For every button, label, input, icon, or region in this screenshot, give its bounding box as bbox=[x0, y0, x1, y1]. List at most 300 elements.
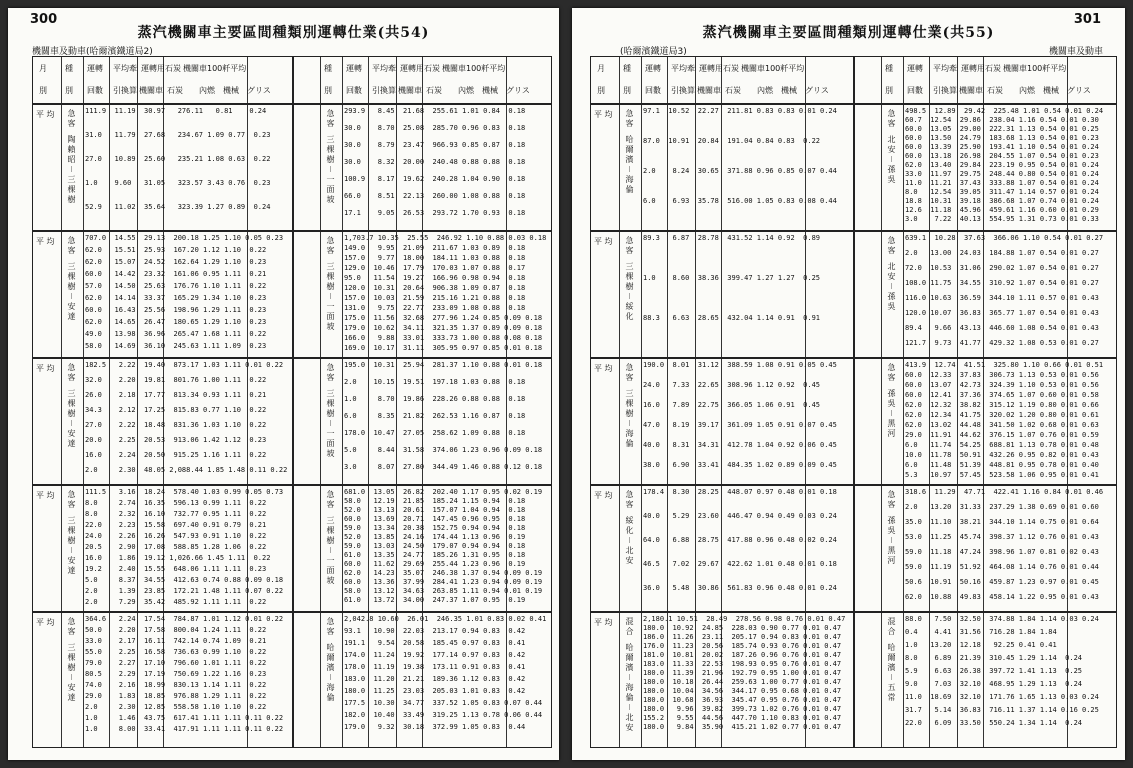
column-subheader: 機械 bbox=[482, 86, 498, 95]
table-row: 62.0 12.34 41.75 320.02 1.20 0.80 0.01 0.61 bbox=[905, 411, 1099, 419]
column-header: 機關車100粁平均 bbox=[741, 64, 805, 73]
table-row: 318.6 11.29 47.71 422.41 1.16 0.84 0.01 0.46 bbox=[905, 488, 1104, 496]
table-row: 32.0 2.20 19.81 801.76 1.00 1.11 0.22 bbox=[85, 376, 267, 384]
table-row: 8.0 12.54 39.05 311.47 1.14 0.57 0.01 0.24 bbox=[905, 188, 1099, 196]
table-row: 2.0 10.15 19.51 197.18 1.03 0.88 0.18 bbox=[344, 378, 526, 386]
table-row: 57.0 14.50 25.63 176.76 1.10 1.11 0.22 bbox=[85, 282, 267, 290]
table-row: 157.0 9.77 18.00 184.11 1.03 0.88 0.18 bbox=[344, 254, 526, 262]
column-header: 平均牽 bbox=[933, 64, 957, 73]
page-subtitle: 機關車及動車(哈爾濱鐵道局2) bbox=[32, 47, 153, 57]
table-row: 18.8 10.31 39.18 386.68 1.07 0.74 0.01 0.24 bbox=[905, 197, 1099, 205]
train-type: 急客 bbox=[326, 109, 335, 129]
column-subheader: 引換算 bbox=[933, 86, 957, 95]
column-header: 平均牽 bbox=[671, 64, 695, 73]
table-row: 60.0 13.36 37.99 284.41 1.23 0.94 0.09 0.19 bbox=[344, 578, 543, 586]
right-page bbox=[572, 8, 1125, 760]
table-row: 3.0 8.07 27.80 344.49 1.46 0.88 0.12 0.18 bbox=[344, 463, 543, 471]
table-row: 40.0 8.31 34.31 412.78 1.04 0.92 0.06 0.45 bbox=[643, 441, 837, 449]
table-row: 64.0 6.88 28.75 417.88 0.96 0.48 0.02 0.24 bbox=[643, 536, 837, 544]
table-row: 1.0 8.60 38.36 399.47 1.27 1.27 0.25 bbox=[643, 274, 821, 282]
table-row: 8.0 6.89 21.39 310.45 1.29 1.14 0.24 bbox=[905, 654, 1083, 662]
table-row: 0.4 4.41 31.56 716.28 1.84 1.84 bbox=[905, 628, 1057, 636]
table-row: 180.0 10.18 26.44 259.63 1.00 0.77 0.01 0.47 bbox=[643, 678, 842, 686]
table-row: 16.0 2.24 20.50 915.25 1.16 1.11 0.22 bbox=[85, 451, 267, 459]
train-type: 急客 bbox=[625, 490, 634, 510]
table-row: 60.0 13.50 24.79 183.68 1.13 0.54 0.01 0.23 bbox=[905, 134, 1099, 142]
table-row: 1.0 1.46 43.75 617.41 1.11 1.11 0.11 0.22 bbox=[85, 714, 284, 722]
table-row: 60.0 13.69 20.71 147.45 0.96 0.95 0.18 bbox=[344, 515, 526, 523]
table-row: 47.0 8.19 39.17 361.09 1.05 0.91 0.07 0.45 bbox=[643, 421, 837, 429]
train-type: 急客 bbox=[67, 236, 76, 256]
table-row: 50.6 10.91 50.16 459.87 1.23 0.97 0.01 0.45 bbox=[905, 578, 1099, 586]
table-row: 120.0 10.31 20.64 906.38 1.09 0.87 0.18 bbox=[344, 284, 526, 292]
route-label: 三棵樹－一面坡 bbox=[326, 516, 335, 586]
route-label: 北安－孫吳 bbox=[887, 262, 896, 312]
table-row: 180.0 11.39 21.96 192.79 0.95 1.00 0.01 0.47 bbox=[643, 669, 842, 677]
table-row: 178.4 8.30 28.25 448.07 0.97 0.48 0.01 0.18 bbox=[643, 488, 837, 496]
train-type: 急客 bbox=[67, 617, 76, 637]
column-header: 機關車100粁平均 bbox=[1003, 64, 1067, 73]
section-rule bbox=[591, 230, 1116, 232]
table-row: 1.0 8.00 33.41 417.91 1.11 1.11 0.11 0.22 bbox=[85, 725, 284, 733]
section-rule bbox=[33, 357, 551, 359]
column-subheader: 回數 bbox=[907, 86, 923, 95]
table-row: 30.0 8.70 25.08 285.70 0.96 0.83 0.18 bbox=[344, 124, 526, 132]
table-row: 60.0 13.39 25.90 193.41 1.10 0.54 0.01 0.24 bbox=[905, 143, 1099, 151]
column-subheader: グリス bbox=[506, 86, 530, 95]
table-row: 9.0 7.03 32.10 468.95 1.29 1.13 0.24 bbox=[905, 680, 1083, 688]
column-subheader: 別 bbox=[39, 86, 47, 95]
table-row: 157.0 10.03 21.59 215.16 1.21 0.88 0.18 bbox=[344, 294, 526, 302]
train-type: 急客 bbox=[67, 363, 76, 383]
column-header: 運轉用石炭 bbox=[699, 64, 739, 73]
column-subheader: 機關車 bbox=[959, 86, 983, 95]
section-rule bbox=[33, 611, 551, 613]
column-subheader: 回數 bbox=[87, 86, 103, 95]
column-header: 機關車100粁平均 bbox=[183, 64, 247, 73]
table-row: 88.0 7.50 32.50 374.88 1.84 1.14 0.03 0.24 bbox=[905, 615, 1099, 623]
table-row: 6.0 8.35 21.82 262.53 1.16 0.87 0.18 bbox=[344, 412, 526, 420]
table-row: 59.0 13.03 24.50 179.07 0.94 0.94 0.18 bbox=[344, 542, 526, 550]
column-header: 種 bbox=[324, 64, 332, 73]
table-row: 62.0 12.32 38.82 315.12 1.19 0.80 0.01 0.66 bbox=[905, 401, 1099, 409]
table-row: 183.0 11.20 21.21 189.36 1.12 0.83 0.42 bbox=[344, 675, 526, 683]
column-subheader: 引換算 bbox=[671, 86, 695, 95]
column-header: 運轉 bbox=[907, 64, 923, 73]
table-row: 30.0 8.32 20.00 240.48 0.88 0.88 0.18 bbox=[344, 158, 526, 166]
table-row: 2.0 13.20 31.33 237.29 1.38 0.69 0.01 0.60 bbox=[905, 503, 1099, 511]
route-label: 三棵樹－安達 bbox=[67, 643, 76, 703]
table-row: 120.0 10.07 36.83 365.77 1.07 0.54 0.01 0.43 bbox=[905, 309, 1099, 317]
table-row: 60.7 12.54 29.86 238.04 1.16 0.54 0.01 0.30 bbox=[905, 116, 1099, 124]
table-row: 62.0 15.07 24.52 162.64 1.29 1.10 0.23 bbox=[85, 258, 267, 266]
train-type: 急客 bbox=[625, 109, 634, 129]
table-row: 93.1 10.90 22.03 213.17 0.94 0.83 0.42 bbox=[344, 627, 526, 635]
table-row: 8.0 2.32 16.10 732.77 0.95 1.11 0.22 bbox=[85, 510, 267, 518]
table-row: 1,703.7 10.35 25.55 246.92 1.10 0.88 0.03 0.18 bbox=[344, 234, 547, 242]
table-row: 186.0 11.26 23.11 205.17 0.94 0.83 0.01 0.47 bbox=[643, 633, 842, 641]
column-header: 運轉用石炭 bbox=[400, 64, 440, 73]
column-subheader: 石炭 bbox=[725, 86, 741, 95]
page-number: 301 bbox=[1073, 12, 1101, 27]
average-label: 平 均 bbox=[36, 110, 55, 119]
train-type: 急客 bbox=[887, 236, 896, 256]
table-row: 97.1 10.52 22.27 211.81 0.83 0.83 0.01 0.24 bbox=[643, 107, 837, 115]
table-row: 30.0 8.79 23.47 966.93 0.85 0.87 0.18 bbox=[344, 141, 526, 149]
train-type: 急客 bbox=[887, 363, 896, 383]
average-label: 平 均 bbox=[594, 618, 613, 627]
column-subheader: 引換算 bbox=[372, 86, 396, 95]
column-header: 平均牽 bbox=[113, 64, 137, 73]
table-row: 12.6 11.18 45.96 459.61 1.16 0.60 0.01 0.29 bbox=[905, 206, 1099, 214]
table-row: 52.9 11.02 35.64 323.39 1.27 0.89 0.24 bbox=[85, 203, 271, 211]
table-row: 2.0 1.39 23.85 172.21 1.48 1.11 0.07 0.22 bbox=[85, 587, 284, 595]
table-row: 62.0 10.88 49.83 458.14 1.22 0.95 0.01 0.43 bbox=[905, 593, 1099, 601]
column-subheader: 機械 bbox=[1043, 86, 1059, 95]
table-row: 11.0 11.21 37.43 333.88 1.07 0.54 0.01 0.24 bbox=[905, 179, 1099, 187]
column-header: 月 bbox=[39, 64, 47, 73]
page-title: 蒸汽機關車主要區間種類別運轉仕業(共55) bbox=[702, 25, 995, 41]
table-row: 62.0 14.14 33.37 165.29 1.34 1.10 0.23 bbox=[85, 294, 267, 302]
column-subheader: 石炭 bbox=[167, 86, 183, 95]
left-page bbox=[8, 8, 559, 760]
table-row: 1.0 9.60 31.05 323.57 3.43 0.76 0.23 bbox=[85, 179, 271, 187]
table-row: 60.0 13.05 29.00 222.31 1.13 0.54 0.01 0.25 bbox=[905, 125, 1099, 133]
table-row: 49.0 13.98 36.96 265.47 1.68 1.11 0.22 bbox=[85, 330, 267, 338]
table-row: 149.0 9.95 21.09 211.67 1.03 0.89 0.18 bbox=[344, 244, 526, 252]
column-subheader: 內燃 bbox=[199, 86, 215, 95]
table-row: 52.0 13.13 20.61 157.07 1.04 0.94 0.18 bbox=[344, 506, 526, 514]
table-row: 108.0 11.75 34.55 310.92 1.07 0.54 0.01 0.27 bbox=[905, 279, 1099, 287]
table-row: 681.0 13.05 26.82 202.40 1.17 0.95 0.02 0.19 bbox=[344, 488, 543, 496]
route-label: 綏化－北安 bbox=[625, 516, 634, 566]
route-label: 孫吳－黑河 bbox=[887, 389, 896, 439]
table-row: 178.0 10.47 27.05 258.62 1.09 0.88 0.18 bbox=[344, 429, 526, 437]
route-label: 三棵樹－海倫 bbox=[625, 389, 634, 449]
table-row: 19.2 2.40 15.55 648.06 1.11 1.11 0.23 bbox=[85, 565, 267, 573]
table-row: 639.1 10.28 37.63 366.06 1.10 0.54 0.01 0.27 bbox=[905, 234, 1104, 242]
header-rule bbox=[33, 103, 551, 105]
table-row: 100.9 8.17 19.62 240.28 1.04 0.90 0.18 bbox=[344, 175, 526, 183]
table-row: 27.0 2.22 18.48 831.36 1.03 1.10 0.22 bbox=[85, 421, 267, 429]
route-label: 三棵樹－一面坡 bbox=[326, 135, 335, 205]
column-subheader: 內燃 bbox=[458, 86, 474, 95]
table-row: 181.0 10.81 20.02 187.26 0.96 0.76 0.01 0.47 bbox=[643, 651, 842, 659]
table-row: 22.0 2.23 15.58 697.40 0.91 0.79 0.21 bbox=[85, 521, 267, 529]
table-row: 182.5 2.22 19.40 873.17 1.03 1.11 0.01 0.22 bbox=[85, 361, 284, 369]
table-row: 24.0 2.26 16.26 547.93 0.91 1.10 0.22 bbox=[85, 532, 267, 540]
table-row: 180.0 10.04 34.56 344.17 0.95 0.68 0.01 0.47 bbox=[643, 687, 842, 695]
table-row: 155.2 9.55 44.56 447.70 1.10 0.83 0.01 0.47 bbox=[643, 714, 842, 722]
table-row: 31.7 5.14 36.83 716.11 1.37 1.14 0.16 0.25 bbox=[905, 706, 1099, 714]
table-row: 29.0 1.83 18.85 976.88 1.29 1.11 0.22 bbox=[85, 692, 267, 700]
table-row: 179.0 9.32 30.18 372.99 1.05 0.83 0.44 bbox=[344, 723, 526, 731]
table-row: 131.0 9.75 22.77 233.09 1.08 0.88 0.18 bbox=[344, 304, 526, 312]
section-rule bbox=[591, 357, 1116, 359]
table-row: 87.0 10.91 20.84 191.04 0.84 0.83 0.22 bbox=[643, 137, 821, 145]
table-row: 27.0 10.89 25.60 235.21 1.08 0.63 0.22 bbox=[85, 155, 271, 163]
column-header: 種 bbox=[65, 64, 73, 73]
section-rule bbox=[33, 230, 551, 232]
column-subheader: 機械 bbox=[781, 86, 797, 95]
train-type: 急客 bbox=[326, 490, 335, 510]
column-line bbox=[881, 57, 882, 747]
table-row: 5.9 6.63 26.38 397.72 1.41 1.13 0.25 bbox=[905, 667, 1083, 675]
table-row: 80.5 2.29 17.19 750.69 1.22 1.16 0.23 bbox=[85, 670, 267, 678]
table-row: 53.0 11.25 45.74 398.37 1.12 0.76 0.01 0.43 bbox=[905, 533, 1099, 541]
table-row: 5.3 10.97 57.45 523.58 1.06 0.95 0.01 0.41 bbox=[905, 471, 1099, 479]
route-label: 陶賴昭－三棵樹 bbox=[67, 135, 76, 205]
table-row: 6.0 11.74 54.25 688.81 1.13 0.78 0.01 0.48 bbox=[905, 441, 1099, 449]
table-row: 26.0 2.18 17.77 813.34 0.93 1.11 0.21 bbox=[85, 391, 267, 399]
table-row: 95.0 11.54 19.27 166.96 0.98 0.94 0.18 bbox=[344, 274, 526, 282]
column-header: 機關車100粁平均 bbox=[442, 64, 506, 73]
table-row: 36.0 5.48 30.86 561.83 0.96 0.48 0.01 0.24 bbox=[643, 584, 837, 592]
column-line bbox=[641, 57, 642, 747]
column-subheader: 別 bbox=[623, 86, 631, 95]
table-row: 60.0 13.07 42.73 324.39 1.10 0.53 0.01 0.56 bbox=[905, 381, 1099, 389]
column-subheader: 機關車 bbox=[139, 86, 163, 95]
table-row: 89.3 6.87 28.78 431.52 1.14 0.92 0.89 bbox=[643, 234, 821, 242]
table-row: 116.0 10.63 36.59 344.10 1.11 0.57 0.01 0.43 bbox=[905, 294, 1099, 302]
column-header: 運轉 bbox=[346, 64, 362, 73]
column-subheader: 內燃 bbox=[757, 86, 773, 95]
table-row: 129.0 10.46 17.79 170.03 1.07 0.88 0.17 bbox=[344, 264, 526, 272]
table-row: 180.0 9.84 35.90 415.21 1.02 0.77 0.01 0.47 bbox=[643, 723, 842, 731]
table-row: 195.0 10.31 25.94 281.37 1.10 0.88 0.01 0.18 bbox=[344, 361, 543, 369]
table-row: 89.4 9.66 43.13 446.60 1.08 0.54 0.01 0.43 bbox=[905, 324, 1099, 332]
route-label: 三棵樹－安達 bbox=[67, 516, 76, 576]
table-row: 2.0 7.29 35.42 485.92 1.11 1.11 0.22 bbox=[85, 598, 267, 606]
table-row: 24.0 7.33 22.65 308.96 1.12 0.92 0.45 bbox=[643, 381, 821, 389]
column-line bbox=[320, 57, 321, 747]
table-row: 5.0 8.37 34.55 412.63 0.74 0.88 0.09 0.18 bbox=[85, 576, 284, 584]
train-type: 急客 bbox=[625, 363, 634, 383]
column-subheader: 機械 bbox=[223, 86, 239, 95]
table-row: 180.0 10.92 24.85 228.03 0.90 0.77 0.01 0.47 bbox=[643, 624, 842, 632]
table-row: 29.0 11.91 44.62 376.15 1.07 0.76 0.01 0.59 bbox=[905, 431, 1099, 439]
table-row: 183.0 11.33 22.53 198.93 0.95 0.76 0.01 0.47 bbox=[643, 660, 842, 668]
average-label: 平 均 bbox=[36, 237, 55, 246]
table-row: 20.5 2.90 17.08 588.85 1.28 1.06 0.22 bbox=[85, 543, 267, 551]
column-line bbox=[903, 57, 904, 747]
table-row: 60.0 12.41 37.36 374.65 1.07 0.60 0.01 0.58 bbox=[905, 391, 1099, 399]
column-header: 運轉用石炭 bbox=[961, 64, 1001, 73]
page-subtitle: (哈爾濱鐵道局3) bbox=[620, 47, 687, 57]
data-table bbox=[590, 56, 1117, 748]
table-row: 175.0 11.56 32.68 277.96 1.24 0.85 0.09 0.18 bbox=[344, 314, 543, 322]
column-header: 運轉 bbox=[87, 64, 103, 73]
column-header: 種 bbox=[623, 64, 631, 73]
table-row: 178.0 11.19 19.38 173.11 0.91 0.83 0.41 bbox=[344, 663, 526, 671]
table-row: 5.0 8.44 31.58 374.06 1.23 0.96 0.09 0.18 bbox=[344, 446, 543, 454]
section-rule bbox=[591, 611, 1116, 613]
train-type: 急客 bbox=[887, 109, 896, 129]
table-row: 1.0 8.70 19.86 228.26 0.88 0.88 0.18 bbox=[344, 395, 526, 403]
table-row: 60.0 16.43 25.56 198.96 1.29 1.11 0.23 bbox=[85, 306, 267, 314]
table-row: 74.0 2.16 18.99 830.13 1.14 1.11 0.22 bbox=[85, 681, 267, 689]
table-row: 10.0 11.78 50.91 432.26 0.95 0.82 0.01 0.43 bbox=[905, 451, 1099, 459]
table-row: 17.1 9.05 26.53 293.72 1.70 0.93 0.18 bbox=[344, 209, 526, 217]
route-label: 哈爾濱－五常 bbox=[887, 643, 896, 703]
table-row: 6.0 11.48 51.39 448.81 0.95 0.78 0.01 0.40 bbox=[905, 461, 1099, 469]
column-line bbox=[61, 57, 62, 747]
average-label: 平 均 bbox=[36, 618, 55, 627]
table-row: 60.0 12.33 37.83 306.73 1.13 0.53 0.01 0.56 bbox=[905, 371, 1099, 379]
route-label: 北安－孫吳 bbox=[887, 135, 896, 185]
table-row: 88.3 6.63 28.65 432.04 1.14 0.91 0.91 bbox=[643, 314, 821, 322]
table-row: 60.0 14.42 23.32 161.06 0.95 1.11 0.21 bbox=[85, 270, 267, 278]
train-type: 急客 bbox=[887, 490, 896, 510]
train-type: 急客 bbox=[625, 236, 634, 256]
column-subheader: グリス bbox=[805, 86, 829, 95]
column-subheader: 別 bbox=[65, 86, 73, 95]
table-row: 16.0 1.86 19.12 1,026.66 1.45 1.11 0.22 bbox=[85, 554, 271, 562]
table-row: 59.0 11.18 47.24 398.96 1.07 0.81 0.02 0.43 bbox=[905, 548, 1099, 556]
table-row: 59.0 13.34 20.38 152.75 0.94 0.94 0.18 bbox=[344, 524, 526, 532]
section-rule bbox=[33, 484, 551, 486]
train-type: 混合 bbox=[887, 617, 896, 637]
train-type: 急客 bbox=[326, 617, 335, 637]
table-row: 121.7 9.73 41.77 429.32 1.08 0.53 0.01 0.27 bbox=[905, 339, 1099, 347]
table-row: 33.0 2.17 16.11 742.14 0.74 1.09 0.21 bbox=[85, 637, 267, 645]
average-label: 平 均 bbox=[36, 364, 55, 373]
table-row: 46.5 7.02 29.67 422.62 1.01 0.48 0.01 0.18 bbox=[643, 560, 837, 568]
table-row: 60.0 11.62 29.69 255.44 1.23 0.96 0.19 bbox=[344, 560, 526, 568]
table-row: 62.0 15.51 25.93 167.20 1.12 1.10 0.22 bbox=[85, 246, 267, 254]
table-row: 169.0 10.17 31.11 305.95 0.97 0.85 0.01 0.18 bbox=[344, 344, 543, 352]
section-rule bbox=[591, 484, 1116, 486]
table-row: 20.0 2.25 20.53 913.06 1.42 1.12 0.23 bbox=[85, 436, 267, 444]
table-row: 58.0 13.12 34.63 263.85 1.11 0.94 0.01 0.19 bbox=[344, 587, 543, 595]
column-header: 運轉用石炭 bbox=[141, 64, 181, 73]
table-row: 293.9 8.45 21.68 255.61 1.01 0.84 0.18 bbox=[344, 107, 526, 115]
route-label: 孫吳－黑河 bbox=[887, 516, 896, 566]
table-row: 413.9 12.74 41.51 325.80 1.10 0.66 0.01 0.51 bbox=[905, 361, 1104, 369]
table-row: 58.0 14.69 36.10 245.63 1.11 1.09 0.23 bbox=[85, 342, 267, 350]
data-table bbox=[32, 56, 552, 748]
column-subheader: 內燃 bbox=[1019, 86, 1035, 95]
table-row: 111.9 11.19 30.97 276.11 0.81 0.24 bbox=[85, 107, 267, 115]
table-row: 1.0 13.20 12.18 92.25 0.41 0.41 bbox=[905, 641, 1057, 649]
route-label: 三棵樹－安達 bbox=[67, 389, 76, 449]
page-title: 蒸汽機關車主要區間種類別運轉仕業(共54) bbox=[137, 25, 430, 41]
route-label: 哈爾濱－海倫 bbox=[625, 135, 634, 195]
column-header: 運轉 bbox=[645, 64, 661, 73]
table-row: 62.0 13.40 29.84 223.19 0.95 0.54 0.01 0.24 bbox=[905, 161, 1099, 169]
column-line bbox=[619, 57, 620, 747]
route-label: 三棵樹－安達 bbox=[67, 262, 76, 322]
table-row: 50.0 2.20 17.58 800.04 1.24 1.11 0.22 bbox=[85, 626, 267, 634]
table-row: 66.0 8.51 22.13 260.00 1.08 0.88 0.18 bbox=[344, 192, 526, 200]
average-label: 平 均 bbox=[594, 364, 613, 373]
table-row: 2,042.8 10.60 26.01 246.35 1.01 0.83 0.02 0.41 bbox=[344, 615, 547, 623]
table-row: 58.0 12.19 21.85 185.24 1.15 0.94 0.18 bbox=[344, 497, 526, 505]
table-row: 191.1 9.54 20.58 185.45 0.97 0.83 0.41 bbox=[344, 639, 526, 647]
table-row: 6.0 6.93 35.78 516.00 1.05 0.83 0.08 0.44 bbox=[643, 197, 837, 205]
column-subheader: 別 bbox=[597, 86, 605, 95]
column-divider bbox=[853, 57, 855, 747]
table-row: 34.3 2.12 17.25 815.83 0.77 1.10 0.22 bbox=[85, 406, 267, 414]
table-row: 2.0 13.00 24.03 184.88 1.07 0.54 0.01 0.27 bbox=[905, 249, 1099, 257]
column-subheader: 回數 bbox=[346, 86, 362, 95]
table-row: 3.0 7.22 40.13 554.95 1.31 0.73 0.01 0.33 bbox=[905, 215, 1099, 223]
table-row: 8.0 2.74 16.35 596.13 0.99 1.11 0.22 bbox=[85, 499, 267, 507]
table-row: 35.0 11.10 38.21 344.10 1.14 0.75 0.01 0.64 bbox=[905, 518, 1099, 526]
table-row: 364.6 2.24 17.54 784.87 1.01 1.12 0.01 0.22 bbox=[85, 615, 284, 623]
table-row: 79.0 2.27 17.10 796.60 1.01 1.11 0.22 bbox=[85, 659, 267, 667]
column-line bbox=[342, 57, 343, 747]
column-subheader: 引換算 bbox=[113, 86, 137, 95]
table-row: 174.0 11.24 19.92 177.14 0.97 0.83 0.42 bbox=[344, 651, 526, 659]
column-header: 種 bbox=[885, 64, 893, 73]
page-number: 300 bbox=[30, 12, 58, 27]
table-row: 177.5 10.30 34.77 337.52 1.05 0.83 0.07 0.44 bbox=[344, 699, 543, 707]
table-row: 11.0 18.69 32.10 171.76 1.65 1.13 0.03 0.24 bbox=[905, 693, 1099, 701]
train-type: 急客 bbox=[67, 490, 76, 510]
table-row: 180.0 9.96 39.82 399.73 1.02 0.76 0.01 0.47 bbox=[643, 705, 842, 713]
route-label: 哈爾濱－海倫 bbox=[326, 643, 335, 703]
table-row: 59.0 11.19 51.92 464.08 1.14 0.76 0.01 0.44 bbox=[905, 563, 1099, 571]
train-type: 急客 bbox=[67, 109, 76, 129]
table-row: 498.5 12.89 29.42 225.48 1.01 0.54 0.01 0.24 bbox=[905, 107, 1104, 115]
table-row: 61.0 13.35 24.77 185.26 1.31 0.95 0.18 bbox=[344, 551, 526, 559]
column-header: 平均牽 bbox=[372, 64, 396, 73]
column-divider bbox=[292, 57, 294, 747]
table-row: 176.0 11.23 20.56 185.74 0.93 0.76 0.01 0.47 bbox=[643, 642, 842, 650]
route-label: 三棵樹－一面坡 bbox=[326, 262, 335, 332]
average-label: 平 均 bbox=[594, 491, 613, 500]
table-row: 16.0 7.89 22.75 366.05 1.06 0.91 0.45 bbox=[643, 401, 821, 409]
table-row: 55.0 2.25 16.58 736.63 0.99 1.10 0.22 bbox=[85, 648, 267, 656]
column-subheader: 回數 bbox=[645, 86, 661, 95]
table-row: 60.0 13.18 26.98 204.55 1.07 0.54 0.01 0.23 bbox=[905, 152, 1099, 160]
route-label: 三棵樹－綏化 bbox=[625, 262, 634, 322]
route-label: 三棵樹－一面坡 bbox=[326, 389, 335, 459]
average-label: 平 均 bbox=[594, 237, 613, 246]
table-row: 166.0 9.88 33.01 333.73 1.00 0.88 0.08 0.18 bbox=[344, 334, 543, 342]
table-row: 62.0 14.23 35.07 246.38 1.37 0.94 0.09 0.19 bbox=[344, 569, 543, 577]
table-row: 179.0 10.62 34.11 321.35 1.37 0.89 0.09 0.18 bbox=[344, 324, 543, 332]
table-row: 707.0 14.55 29.13 200.18 1.25 1.10 0.05 0.23 bbox=[85, 234, 284, 242]
table-row: 2.0 8.24 30.65 371.88 0.96 0.85 0.07 0.44 bbox=[643, 167, 837, 175]
table-row: 72.0 10.53 31.06 290.02 1.07 0.54 0.01 0.27 bbox=[905, 264, 1099, 272]
table-row: 2.0 2.30 48.05 2,088.44 1.85 1.48 0.11 0.22 bbox=[85, 466, 288, 474]
table-row: 190.0 8.01 31.12 388.59 1.08 0.91 0.05 0.45 bbox=[643, 361, 837, 369]
average-label: 平 均 bbox=[594, 110, 613, 119]
header-rule bbox=[591, 103, 1116, 105]
table-row: 2.0 2.30 12.85 558.58 1.10 1.10 0.22 bbox=[85, 703, 267, 711]
column-subheader: 別 bbox=[885, 86, 893, 95]
train-type: 急客 bbox=[326, 236, 335, 256]
table-row: 180.0 11.25 23.03 205.03 1.01 0.83 0.42 bbox=[344, 687, 526, 695]
column-subheader: 石炭 bbox=[987, 86, 1003, 95]
table-row: 62.0 14.65 26.47 180.65 1.29 1.10 0.23 bbox=[85, 318, 267, 326]
column-subheader: グリス bbox=[247, 86, 271, 95]
table-row: 22.0 6.09 33.50 550.24 1.34 1.14 0.24 bbox=[905, 719, 1083, 727]
table-row: 182.0 10.40 33.49 319.25 1.13 0.78 0.06 0.44 bbox=[344, 711, 543, 719]
average-label: 平 均 bbox=[36, 491, 55, 500]
table-row: 38.0 6.90 33.41 484.35 1.02 0.89 0.09 0.45 bbox=[643, 461, 837, 469]
table-row: 52.0 13.85 24.16 174.44 1.13 0.96 0.19 bbox=[344, 533, 526, 541]
column-subheader: グリス bbox=[1067, 86, 1091, 95]
column-subheader: 機關車 bbox=[398, 86, 422, 95]
column-header: 月 bbox=[597, 64, 605, 73]
train-type: 急客 bbox=[326, 363, 335, 383]
column-subheader: 機關車 bbox=[697, 86, 721, 95]
column-subheader: 別 bbox=[324, 86, 332, 95]
table-row: 111.5 3.16 18.24 578.40 1.03 0.99 0.05 0.73 bbox=[85, 488, 284, 496]
